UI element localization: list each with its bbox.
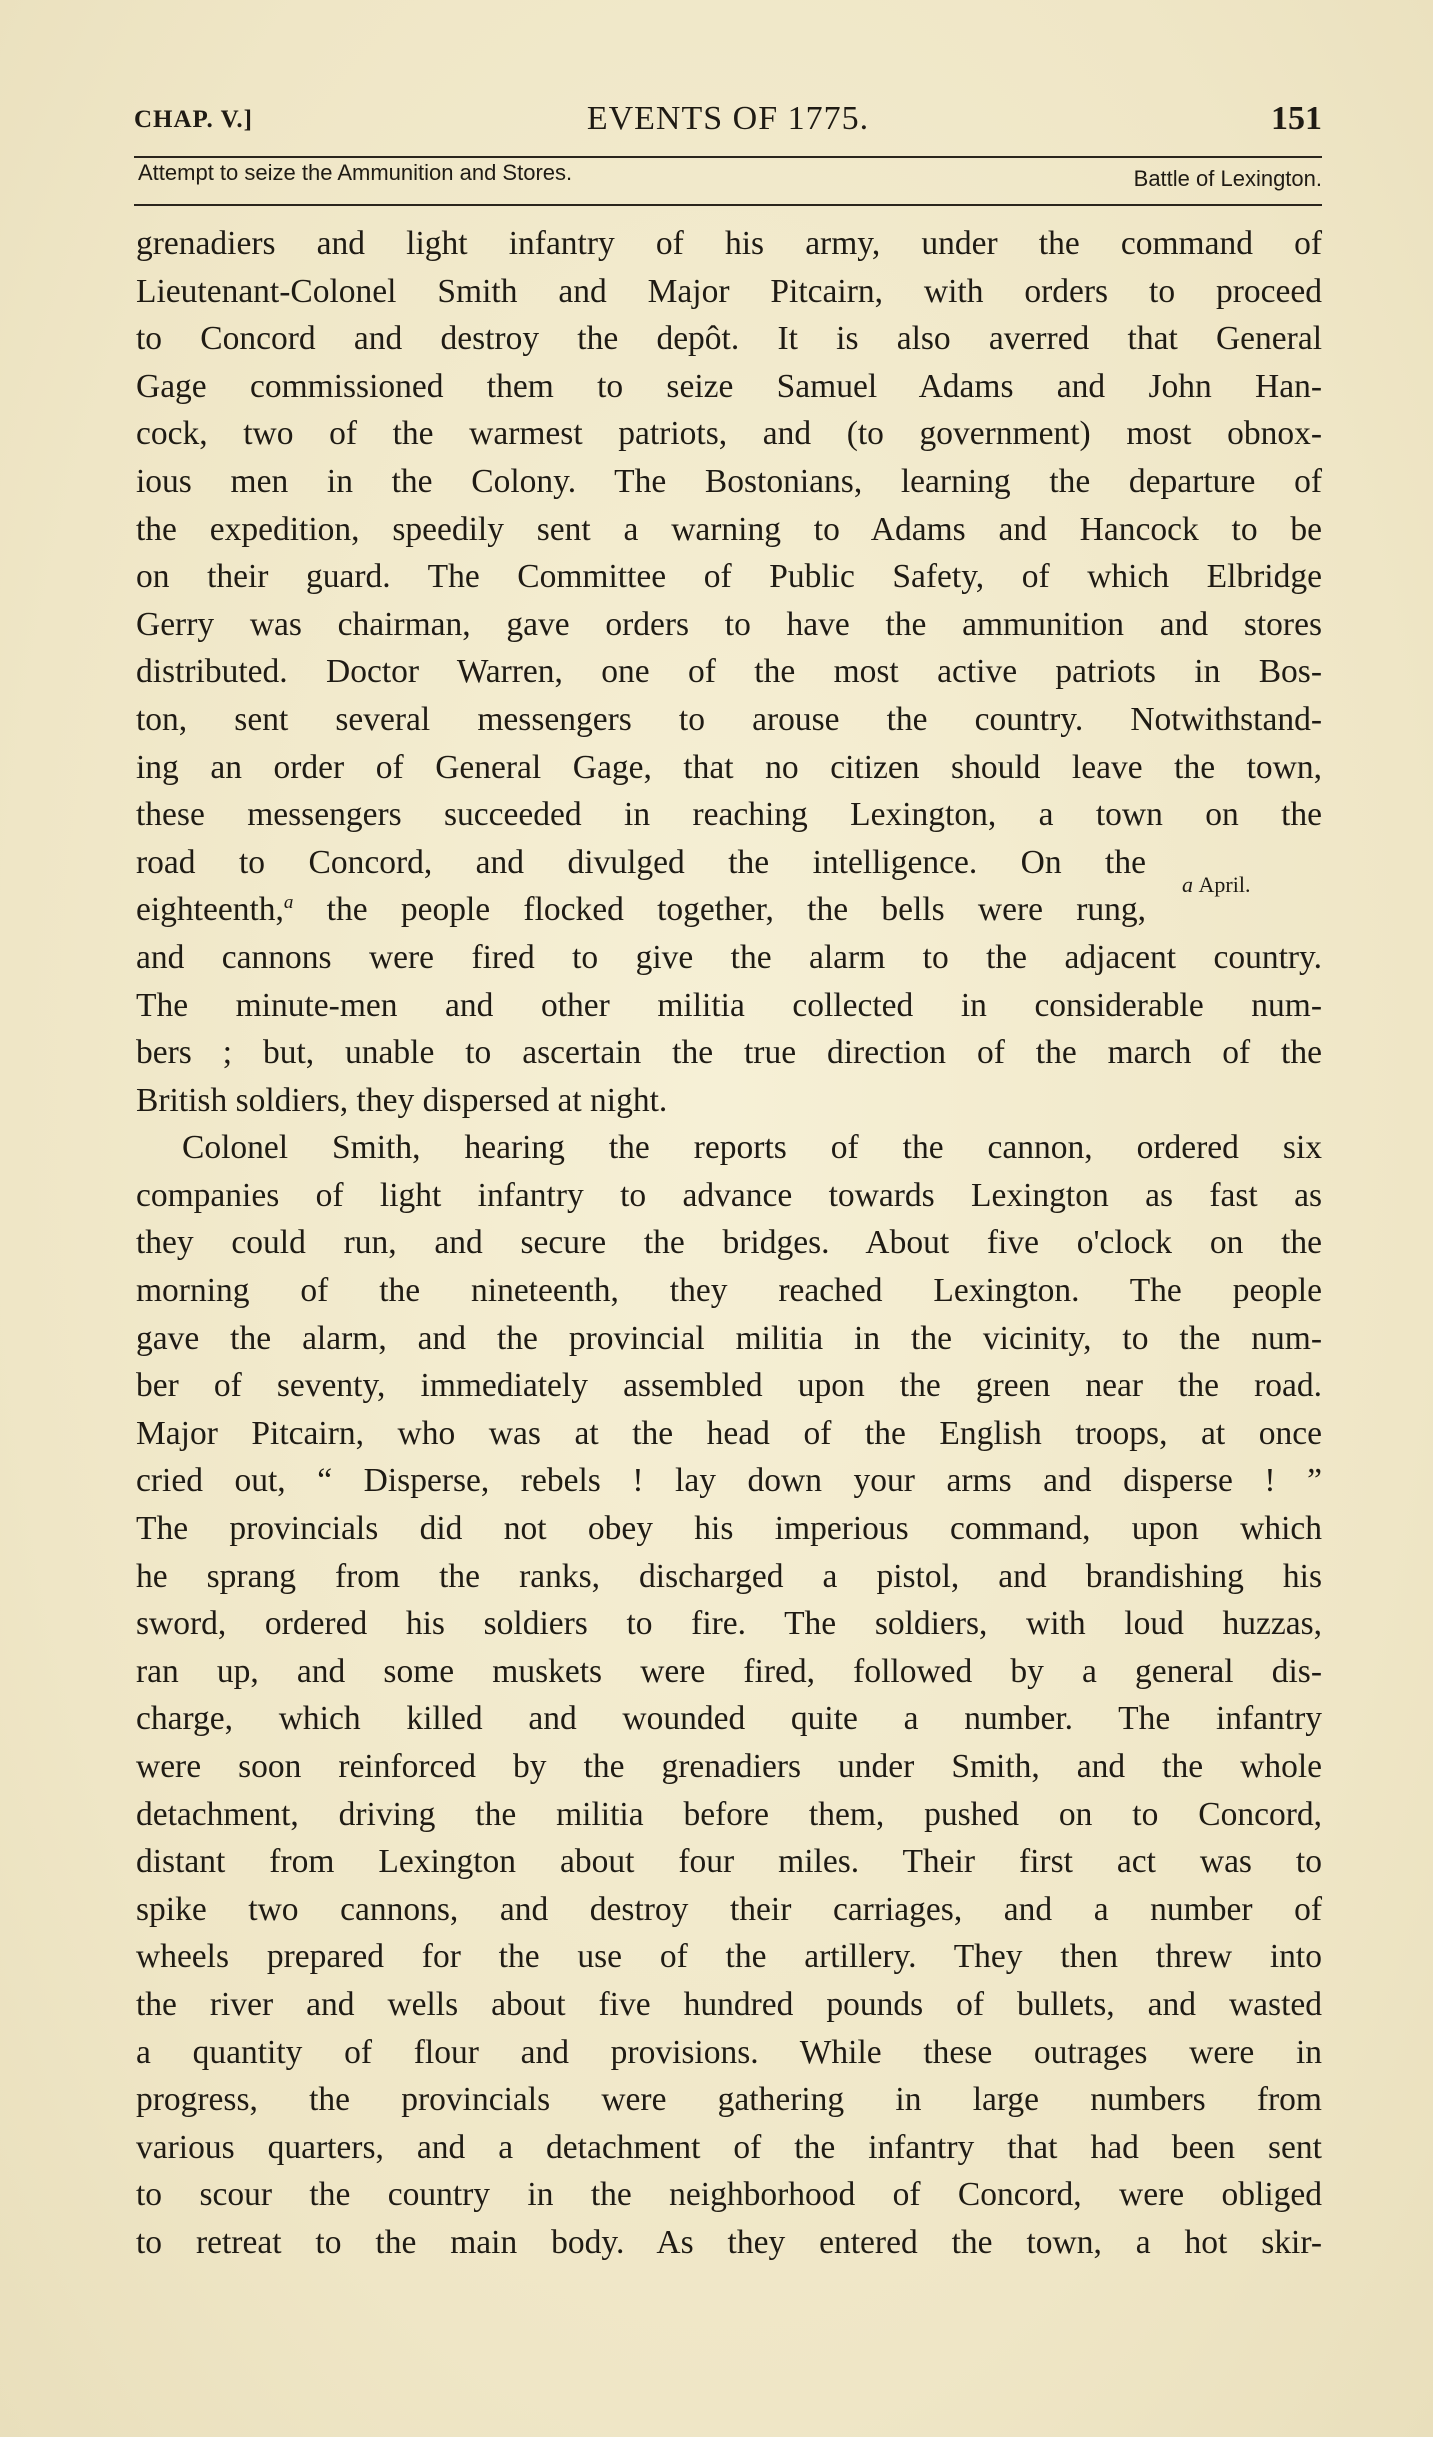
subject-headline [134, 160, 1322, 200]
margin-note-marker: a [1182, 872, 1193, 897]
text-line: ran up, and some muskets were fired, followed by a general dis- [136, 1652, 1322, 1690]
text-line: and cannons were fired to give the alarm to the adjacent country. [136, 938, 1322, 976]
text-line: ing an order of General Gage, that no citizen should leave the town, [136, 748, 1322, 786]
text-line: gave the alarm, and the provincial militia in the vicinity, to the num- [136, 1319, 1322, 1357]
text-line: Lieutenant-Colonel Smith and Major Pitcairn, with orders to proceed [136, 272, 1322, 310]
text-line: grenadiers and light infantry of his army, under the command of [136, 225, 1322, 262]
text-line: cried out, “ Disperse, rebels ! lay down your arms and disperse ! ” [136, 1462, 1322, 1500]
text-line: wheels prepared for the use of the artillery. They then threw into [136, 1938, 1322, 1976]
page-title: EVENTS OF 1775. [586, 100, 870, 137]
text-line: companies of light infantry to advance towards Lexington as fast as [136, 1176, 1322, 1214]
text-line: sword, ordered his soldiers to fire. The soldiers, with loud huzzas, [136, 1605, 1322, 1643]
text-line: ber of seventy, immediately assembled upon the green near the road. [136, 1367, 1322, 1405]
text-line: spike two cannons, and destroy their carriages, and a number of [136, 1890, 1322, 1928]
page-number: 151 [1271, 100, 1322, 137]
text-line: Gerry was chairman, gave orders to have the ammunition and stores [136, 605, 1322, 643]
footnote-marker: a [283, 892, 294, 914]
text-line: were soon reinforced by the grenadiers under Smith, and the whole [136, 1748, 1322, 1785]
text-fragment: the people flocked together, the bells were rung, [326, 891, 1147, 929]
text-line: to retreat to the main body. As they entered the town, a hot skir- [136, 2223, 1322, 2261]
text-line: bers ; but, unable to ascertain the true direction of the march of the [136, 1034, 1322, 1072]
running-head [134, 98, 1322, 144]
text-line: cock, two of the warmest patriots, and (to government) most obnox- [136, 415, 1322, 453]
text-line: a quantity of flour and provisions. While these outrages were in [136, 2033, 1322, 2071]
text-line: progress, the provincials were gathering in large numbers from [136, 2081, 1322, 2119]
text-line: morning of the nineteenth, they reached Lexington. The people [136, 1272, 1322, 1310]
text-line: The minute-men and other militia collected in considerable num- [136, 986, 1322, 1024]
chapter-label: CHAP. V.] [134, 106, 253, 133]
text-line: distributed. Doctor Warren, one of the most active patriots in Bos- [136, 653, 1322, 691]
text-line: to scour the country in the neighborhood of Concord, were obliged [136, 2176, 1322, 2214]
text-line: British soldiers, they dispersed at night. [136, 1081, 668, 1119]
subject-left: Attempt to seize the Ammunition and Stores. [138, 160, 573, 185]
text-line: distant from Lexington about four miles. Their first act was to [136, 1843, 1322, 1881]
text-line: Colonel Smith, hearing the reports of the cannon, ordered six [182, 1129, 1322, 1167]
text-line: he sprang from the ranks, discharged a pistol, and brandishing his [136, 1557, 1322, 1595]
text-line: ton, sent several messengers to arouse the country. Notwithstand- [136, 700, 1322, 738]
text-line: they could run, and secure the bridges. About five o'clock on the [136, 1224, 1322, 1262]
text-line: the river and wells about five hundred pounds of bullets, and wasted [136, 1985, 1322, 2023]
text-line: The provincials did not obey his imperious command, upon which [136, 1510, 1322, 1548]
text-line: on their guard. The Committee of Public Safety, of which Elbridge [136, 558, 1322, 596]
text-line: these messengers succeeded in reaching Lexington, a town on the [136, 796, 1322, 834]
text-line: the expedition, speedily sent a warning to Adams and Hancock to be [136, 510, 1322, 548]
header-rule-top [134, 156, 1322, 158]
body-text [136, 220, 1322, 2267]
text-line: Gage commissioned them to seize Samuel Adams and John Han- [136, 367, 1322, 405]
text-line: to Concord and destroy the depôt. It is also averred that General [136, 320, 1322, 358]
header-rule-bottom [134, 204, 1322, 206]
text-line: detachment, driving the militia before them, pushed on to Concord, [136, 1795, 1322, 1833]
text-line: various quarters, and a detachment of the infantry that had been sent [136, 2128, 1322, 2166]
text-line: ious men in the Colony. The Bostonians, learning the departure of [136, 462, 1322, 500]
text-line: road to Concord, and divulged the intelligence. On the [136, 843, 1146, 881]
text-fragment: eighteenth, [136, 891, 284, 929]
text-line: Major Pitcairn, who was at the head of the English troops, at once [136, 1414, 1322, 1452]
subject-right: Battle of Lexington. [1133, 166, 1322, 191]
text-line: charge, which killed and wounded quite a number. The infantry [136, 1700, 1322, 1738]
margin-note-text: April. [1198, 872, 1251, 897]
text-line-with-footnote [136, 886, 1146, 934]
